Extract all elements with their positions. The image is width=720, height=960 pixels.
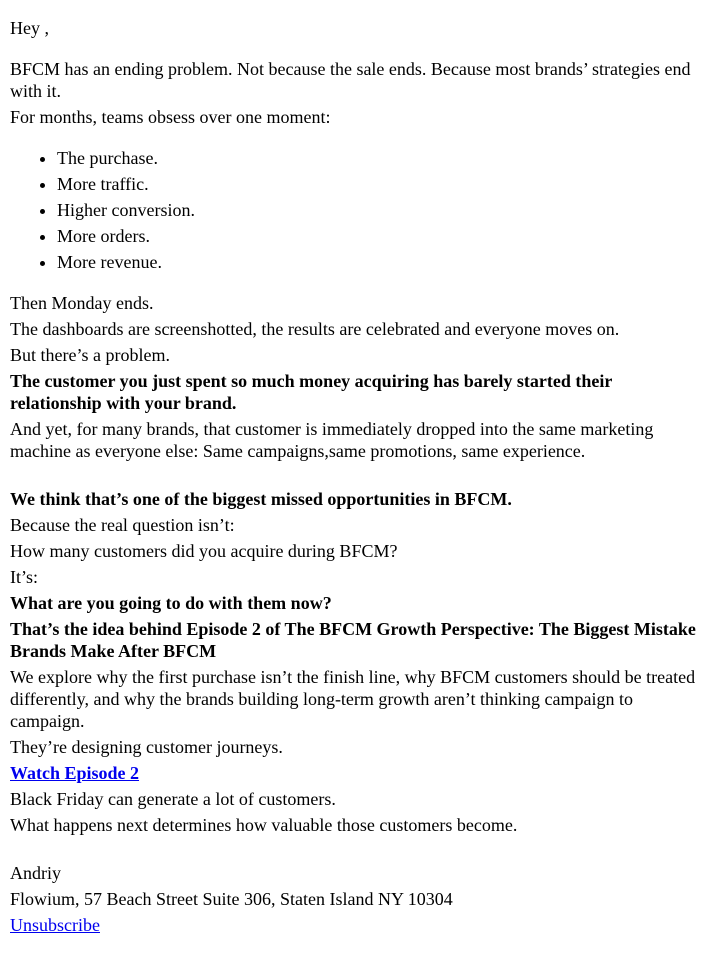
its-paragraph: It’s: [10,567,39,587]
unsubscribe-paragraph [10,914,708,936]
customer-bold-paragraph: The customer you just spent so much money acquiring has barely started their relationship with your brand. [10,371,613,413]
list-item: • The purchase. [57,147,708,169]
greeting: Hey , [10,18,49,38]
intro-paragraph: BFCM has an ending problem. Not because the sale ends. Because most brands’ strategies end with it. [10,59,691,101]
watch-link-paragraph [10,762,708,784]
explore-paragraph: We explore why the first purchase isn’t the finish line, why BFCM customers should be treated differently, and why the brands building long-term growth aren’t thinking campaign to campaign. [10,667,696,731]
question-new-paragraph: What are you going to do with them now? [10,593,332,613]
list-item: • Higher conversion. [57,199,708,221]
episode-paragraph: That’s the idea behind Episode 2 of The BFCM Growth Perspective: The Biggest Mistake Brands Make After BFCM [10,619,696,661]
question-intro-paragraph: Because the real question isn’t: [10,515,235,535]
months-paragraph: For months, teams obsess over one moment: [10,107,331,127]
list-item: • More orders. [57,225,708,247]
next-paragraph: What happens next determines how valuable those customers become. [10,815,518,835]
journeys-paragraph: They’re designing customer journeys. [10,737,283,757]
company-address: Flowium, 57 Beach Street Suite 306, Staten Island NY 10304 [10,889,453,909]
missed-bold-paragraph: We think that’s one of the biggest missed opportunities in BFCM. [10,489,512,509]
black-friday-paragraph: Black Friday can generate a lot of customers. [10,789,336,809]
list-item: • More traffic. [57,173,708,195]
watch-episode-link[interactable]: Watch Episode 2 [10,763,140,783]
list-item: • More revenue. [57,251,708,273]
monday-paragraph: Then Monday ends. [10,293,154,313]
signature: Andriy [10,863,61,883]
question-old-paragraph: How many customers did you acquire during BFCM? [10,541,398,561]
unsubscribe-link[interactable]: Unsubscribe [10,915,100,935]
dashboards-paragraph: The dashboards are screenshotted, the results are celebrated and everyone moves on. [10,319,620,339]
problem-paragraph: But there’s a problem. [10,345,170,365]
moments-list [10,147,708,273]
dropped-paragraph: And yet, for many brands, that customer is immediately dropped into the same marketing machine as everyone else: Same campaigns,same promotions, same experience. [10,419,654,461]
